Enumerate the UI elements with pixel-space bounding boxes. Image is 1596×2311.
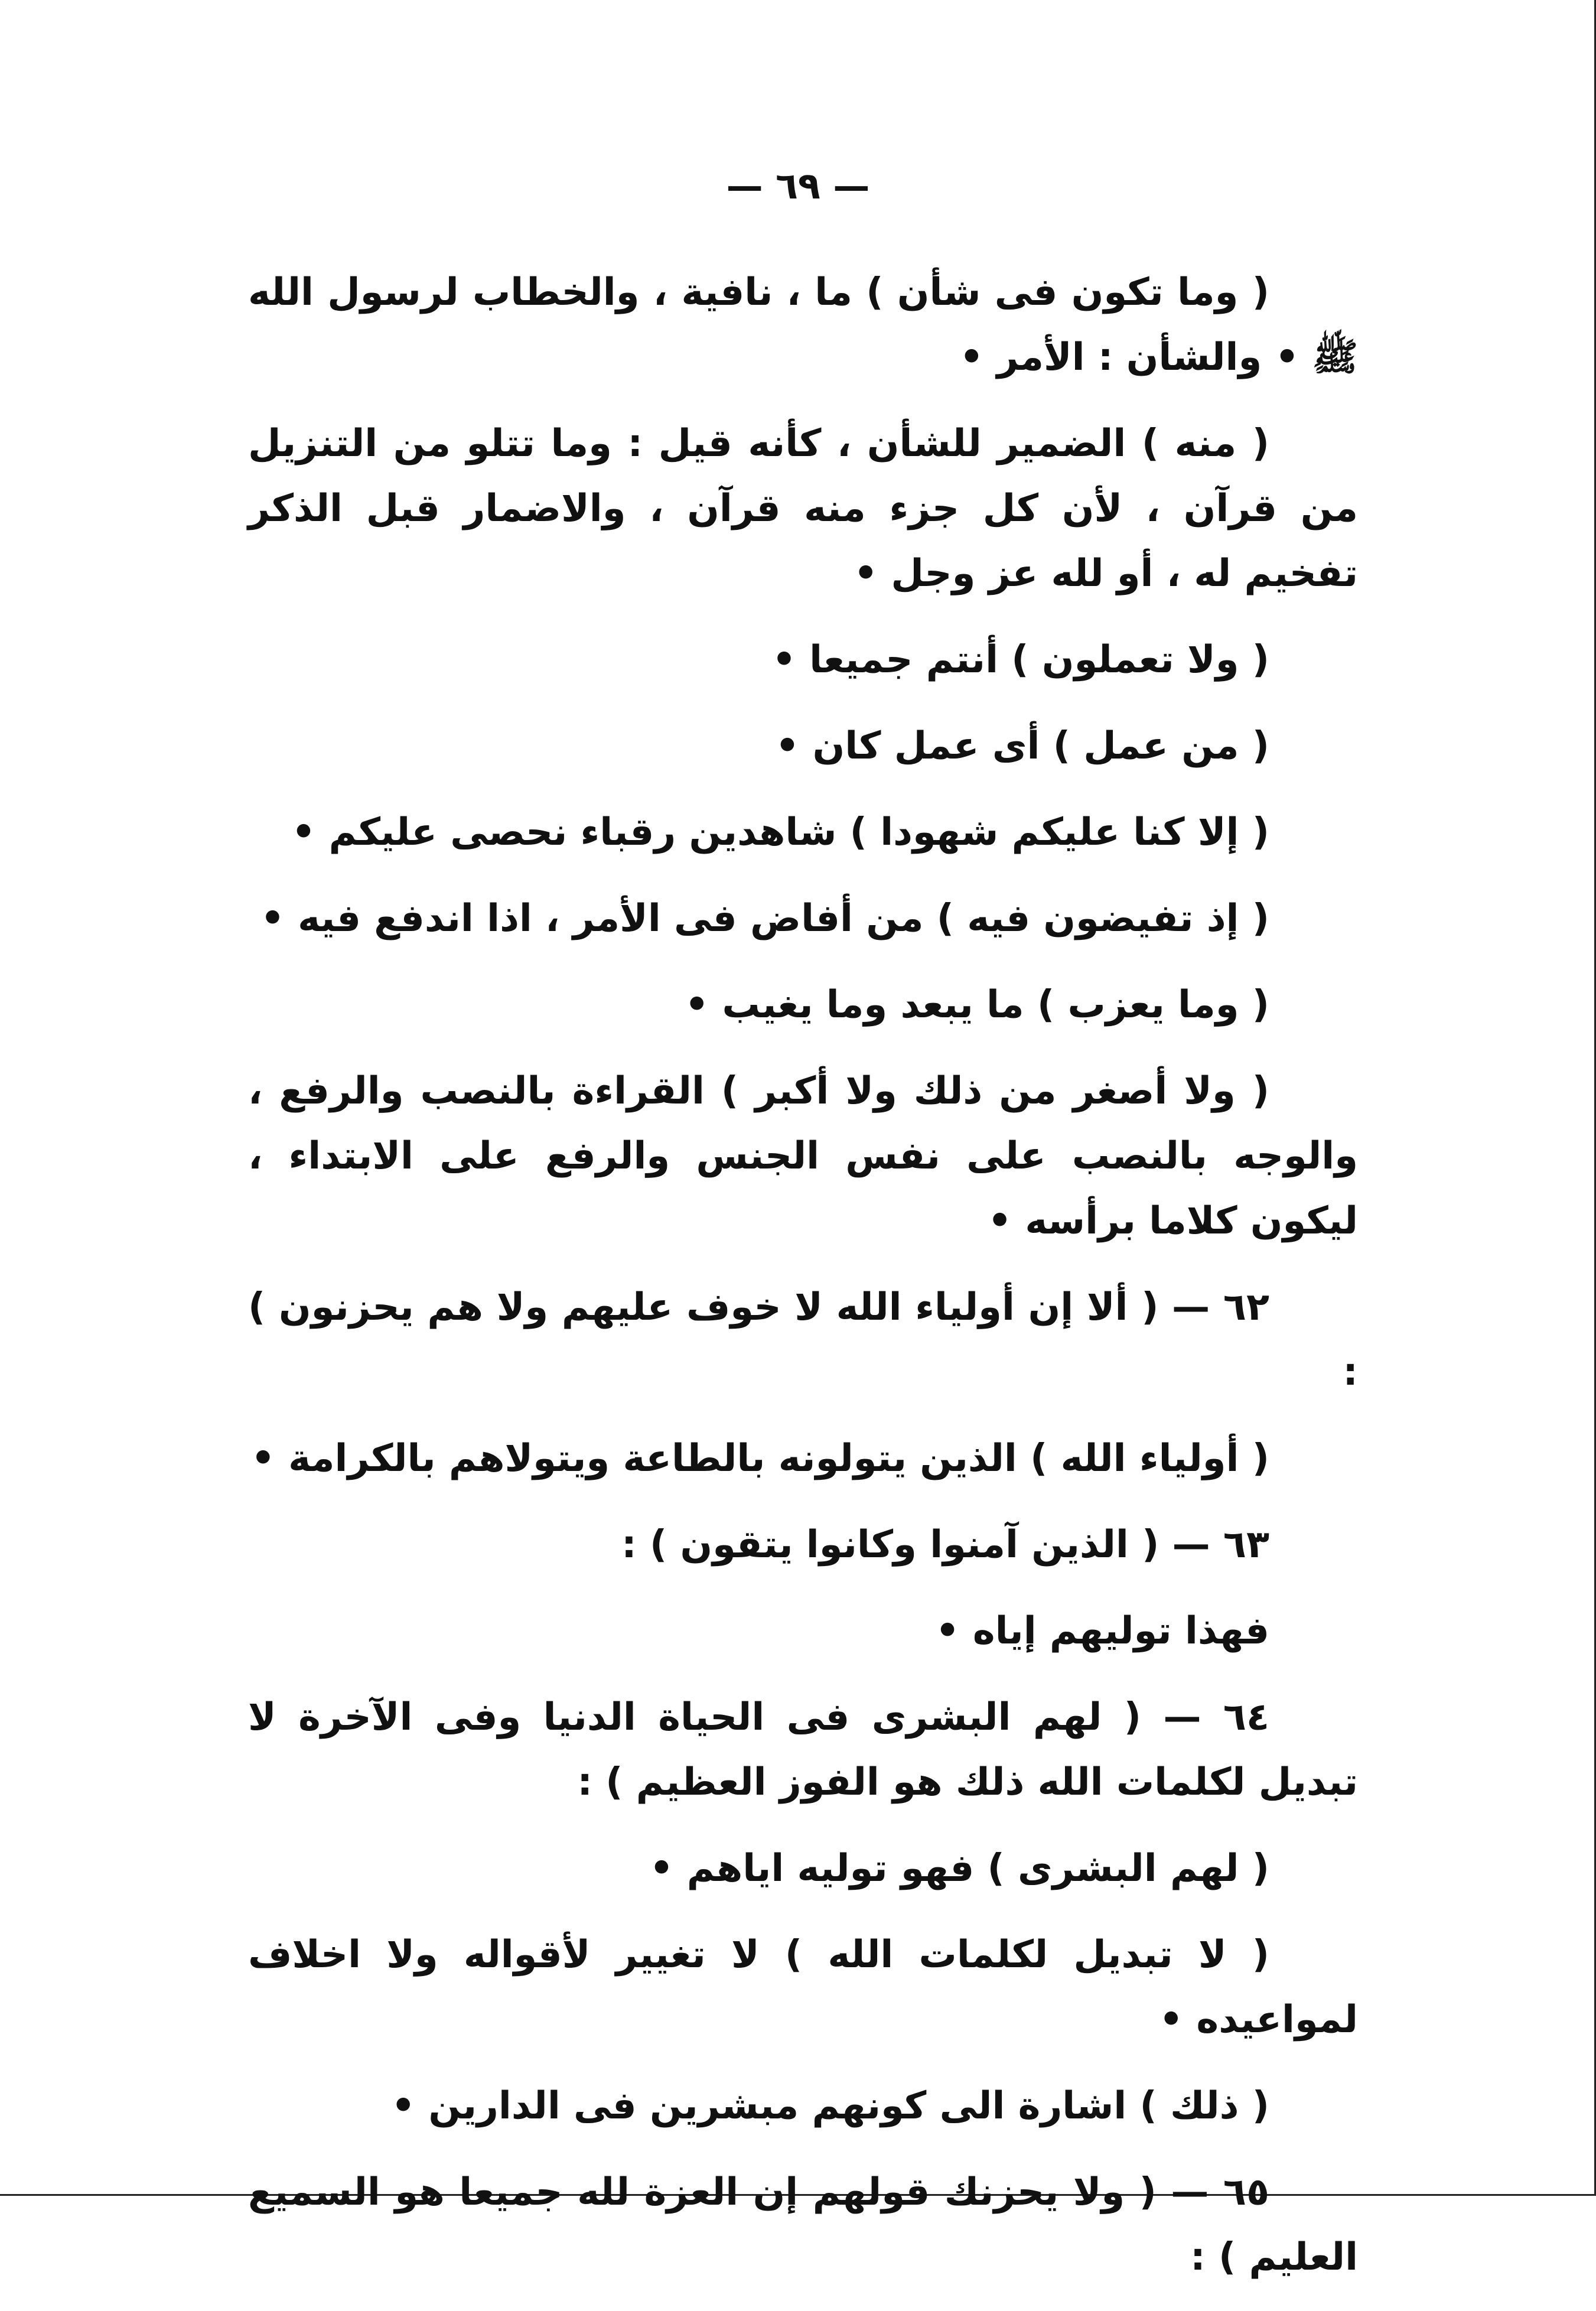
page-number: — ٦٩ —	[726, 164, 870, 207]
paragraph-dhalika: ( ذلك ) اشارة الى كونهم مبشرين فى الدارين •	[391, 2084, 1269, 2128]
verse-62: ٦٢ — ( ألا إن أولياء الله لا خوف عليهم ولا هم يحزنون ) :	[248, 1285, 1358, 1394]
paragraph-min-amal: ( من عمل ) أى عمل كان •	[775, 724, 1269, 768]
paragraph-fahadha: فهذا توليهم إياه •	[935, 1609, 1269, 1653]
verse-65: ٦٥ — ( ولا يحزنك قولهم إن العزة لله جميعا هو السميع العليم ) :	[248, 2170, 1358, 2279]
paragraph-minhu: ( منه ) الضمير للشأن ، كأنه قيل : وما تتلو من التنزيل من قرآن ، لأن كل جزء منه قرآن ، والاضمار قبل الذكر تفخيم له ، أو لله عز وجل •	[248, 422, 1358, 595]
paragraph-wa-ma-yazubu: ( وما يعزب ) ما يبعد وما يغيب •	[685, 983, 1269, 1027]
paragraph-wa-la-taamalun: ( ولا تعملون ) أنتم جميعا •	[771, 638, 1269, 682]
paragraph-awliya-allah: ( أولياء الله ) الذين يتولونه بالطاعة ويتولاهم بالكرامة •	[250, 1437, 1269, 1480]
paragraph-wa-la-asghar: ( ولا أصغر من ذلك ولا أكبر ) القراءة بالنصب والرفع ، والوجه بالنصب على نفس الجنس والرفع على الابتداء ، ليكون كلاما برأسه •	[248, 1069, 1358, 1243]
paragraph-la-tabdila: ( لا تبديل لكلمات الله ) لا تغيير لأقواله ولا اخلاف لمواعيده •	[248, 1933, 1358, 2042]
verse-64: ٦٤ — ( لهم البشرى فى الحياة الدنيا وفى الآخرة لا تبديل لكلمات الله ذلك هو الفوز العظيم ) :	[248, 1695, 1358, 1804]
verse-63: ٦٣ — ( الذين آمنوا وكانوا يتقون ) :	[621, 1523, 1269, 1567]
page-body	[248, 260, 1358, 2311]
paragraph-lahum-al-bushra: ( لهم البشرى ) فهو توليه اياهم •	[649, 1847, 1269, 1890]
paragraph-illa-kunna: ( إلا كنا عليكم شهودا ) شاهدين رقباء نحصى عليكم •	[291, 811, 1269, 854]
paragraph-idh-tufidun: ( إذ تفيضون فيه ) من أفاض فى الأمر ، اذا اندفع فيه •	[260, 897, 1269, 940]
paragraph-wa-ma-takunu: ( وما تكون فى شأن ) ما ، نافية ، والخطاب لرسول الله ﷺ • والشأن : الأمر •	[248, 271, 1358, 379]
